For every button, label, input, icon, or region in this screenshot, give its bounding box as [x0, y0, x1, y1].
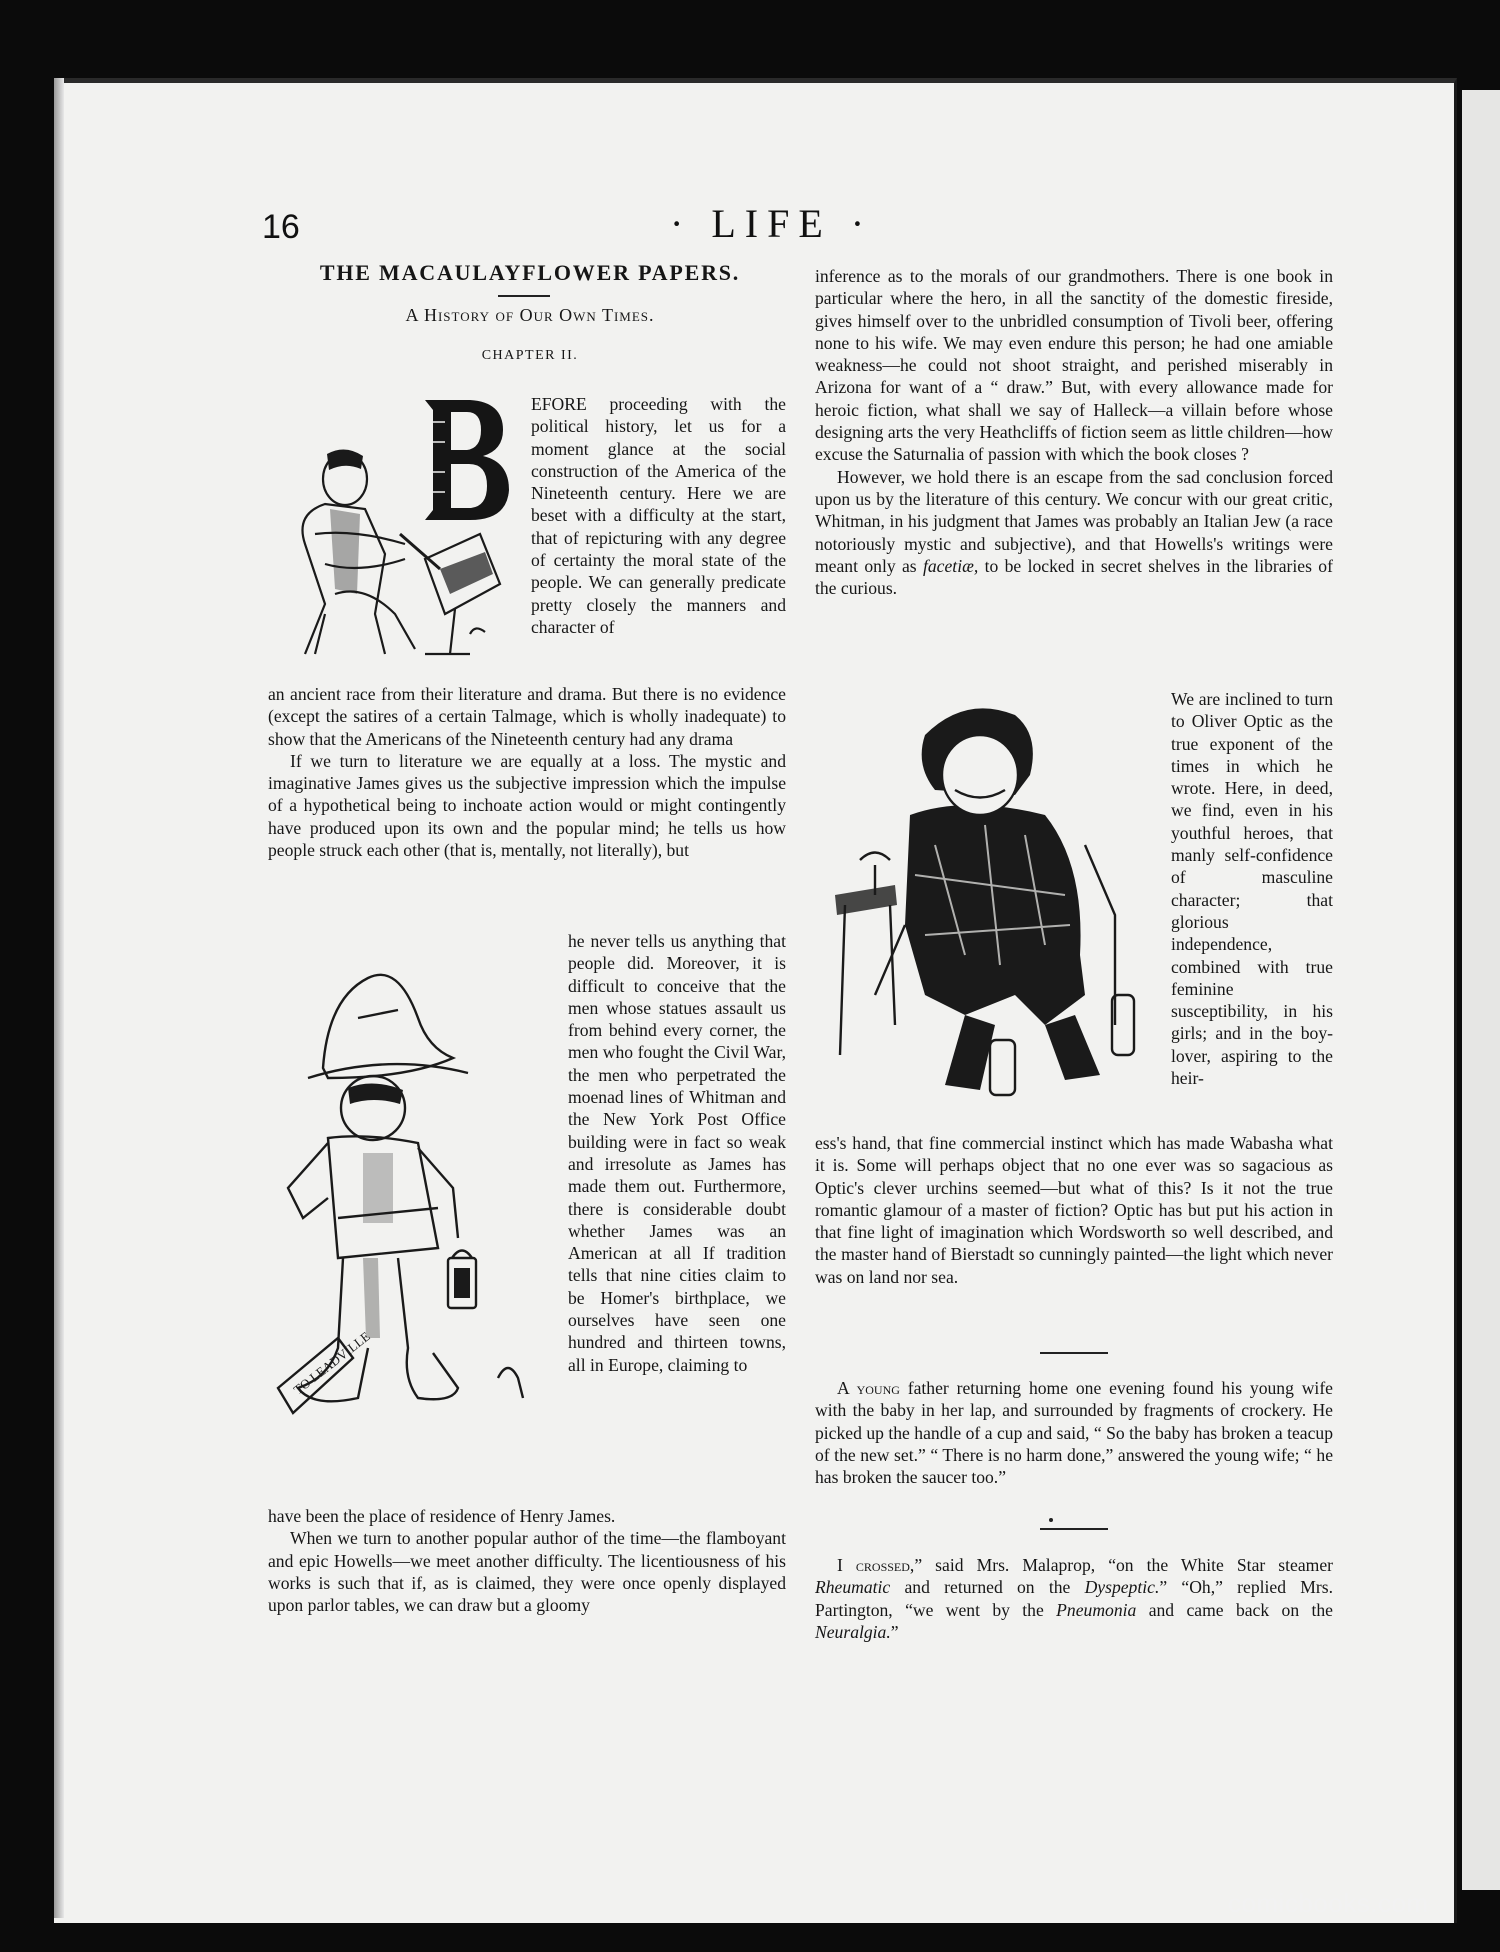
watermark-logo: comicbooks.com: [1228, 1888, 1429, 1918]
anecdote-baby-lead: A young: [837, 1378, 900, 1398]
sign-text: TO LEADVILLE: [290, 1328, 373, 1398]
col1-paragraphs: [268, 683, 786, 861]
anecdote-malaprop-t5: ”: [890, 1621, 899, 1642]
col1-text-literature: If we turn to literature we are equally at a loss. The mystic and imaginative James gives us the subjective impression which the impulse of a hypothetical being to inchoate action would or might contingently have produced upon its own and the popular mind; he tells us how people struck each other (that is, mentally, not literally), but: [268, 750, 786, 861]
anecdote-malaprop-t2: and returned on the: [904, 1577, 1071, 1598]
anecdote-malaprop-t1: ” said Mrs. Malaprop, “on the White Star steamer: [914, 1555, 1333, 1575]
col2-wrap-paragraph: [1171, 688, 1333, 1089]
col1-wrap-paragraph: [531, 393, 786, 638]
anecdote-baby-text: [815, 1377, 1333, 1488]
anecdote-baby: [815, 1377, 1333, 1488]
anecdote-malaprop-text: [815, 1554, 1333, 1643]
col2-text-escape-b: to be locked in secret shelves in the libraries of the curious.: [815, 555, 1333, 599]
article-subtitle: A History of Our Own Times.: [405, 305, 655, 325]
col1-wrap-text-1: EFORE proceeding with the political history, let us for a moment glance at the social construction of the America of the Nineteenth century. Here we are beset with a difficulty at the start, that of repicturing with any degree of certainty the moral state of the people. We can generally predicate pretty closely the manners and character of: [531, 394, 786, 637]
title-rule: [498, 295, 550, 297]
col1-wrap-text-2: he never tells us anything that people did. Moreover, it is difficult to conceive that the men whose statues assault us from behind every corner, the men who fought the Civil War, the men who perpetrated the moenad lines of Whitman and the New York Post Office building were in fact so weak and irresolute as James has made them out. Furthermore, there is considerable doubt whether James was an American at all If tradition tells that nine cities claim to be Homer's birthplace, we ourselves have seen one hundred and thirteen towns, all in Europe, claiming to: [568, 931, 786, 1375]
anecdote-malaprop-t4: and came back on the: [1148, 1599, 1333, 1620]
anecdote-malaprop-t3: ” “Oh,” replied Mrs. Partington, “we went by the: [815, 1577, 1333, 1620]
col2-text-wabasha: ess's hand, that fine commercial instinct which has made Wabasha what it is. Some will perhaps object that no one ever was so sagacious as Optic's clever urchins seemed—but what of this? Is it not the true romantic glamour of a master of fiction? Optic has but put his action in that fine light of imagination which Wordsworth so well described, and the master hand of Bierstadt so cunningly painted—the light which never was on land nor sea.: [815, 1133, 1333, 1287]
ship-name-rheumatic: Rheumatic: [815, 1577, 891, 1598]
col2-paragraphs-bottom: [815, 1132, 1333, 1288]
col2-text-optic: We are inclined to turn to Oliver Optic as the true exponent of the times in which he wrote. Here, in deed, we find, even in his youthful heroes, that manly self-confidence of masculine character; that glorious independence, combined with true feminine susceptibility, in his girls; and in the boy-lover, aspiring to the heir-: [1171, 689, 1333, 1089]
col2-text-escape: [815, 466, 1333, 600]
chapter-heading: CHAPTER II.: [481, 348, 579, 363]
drop-cap-b-icon: [415, 392, 515, 527]
cowboy-boy-illustration: [268, 958, 558, 1458]
col1-text-residence: have been the place of residence of Henry James.: [268, 1506, 616, 1526]
page-number: 16: [262, 208, 300, 246]
section-divider: [1040, 1352, 1108, 1354]
col1-text-howells: When we turn to another popular author of the time—the flamboyant and epic Howells—we meet another difficulty. The licentiousness of his works is such that if, as is claimed, they were once openly displayed upon parlor tables, we can draw but a gloomy: [268, 1528, 786, 1616]
ship-name-neuralgia: Neuralgia.: [815, 1621, 891, 1642]
ship-name-pneumonia: Pneumonia: [1056, 1599, 1137, 1620]
masthead: · LIFE ·: [670, 201, 874, 246]
col2-paragraphs-top: [815, 265, 1333, 599]
col2-text-escape-a: However, we hold there is an escape from the sad conclusion forced upon us by the literature of this century. We concur with our great critic, Whitman, in his judgment that James was probably an Italian Jew (a race notoriously mystic and subjective), and that Howells's writings were meant only as: [815, 466, 1333, 576]
ship-name-dyspeptic: Dyspeptic.: [1084, 1577, 1160, 1598]
article-title: THE MACAULAYFLOWER PAPERS.: [319, 260, 741, 285]
page-gutter-shadow: [54, 78, 64, 1918]
seated-man-illustration: [815, 695, 1160, 1115]
anecdote-malaprop-lead: I crossed,: [837, 1555, 915, 1575]
section-divider-2: [1040, 1528, 1108, 1530]
col1-paragraphs-bottom: [268, 1505, 786, 1616]
anecdote-malaprop: [815, 1554, 1333, 1643]
divider-dot: [1049, 1518, 1053, 1522]
col2-text-grandmothers: inference as to the morals of our grandmothers. There is one book in particular where the hero, in all the sanctity of the domestic fireside, gives himself over to the unbridled consumption of Tivoli beer, offering none to his wife. We may even endure this person; he had one amiable weakness—he could not shoot straight, and perished miserably in Arizona for want of a “ draw.” But, with every allowance made for heroic fiction, what shall we say of Halleck—a villain before whose designing arts the very Heathcliffs of fiction seem as little children—how excuse the Saturnalia of passion with which the book closes ?: [815, 266, 1333, 465]
facing-page-edge: [1462, 90, 1500, 1890]
col2-text-facetiae: facetiæ,: [923, 555, 979, 576]
anecdote-baby-body: father returning home one evening found his young wife with the baby in her lap, and surrounded by fragments of crockery. He picked up the handle of a cup and said, “ So the baby has broken a teacup of the new set.” “ There is no harm done,” answered the young wife; “ he has broken the saucer too.”: [815, 1378, 1333, 1488]
col1-text-drama: an ancient race from their literature and drama. But there is no evidence (except the satires of a certain Talmage, which is wholly inadequate) to show that the Americans of the Nineteenth century had any drama: [268, 684, 786, 749]
col1-wrap-paragraph-2: [568, 930, 786, 1376]
